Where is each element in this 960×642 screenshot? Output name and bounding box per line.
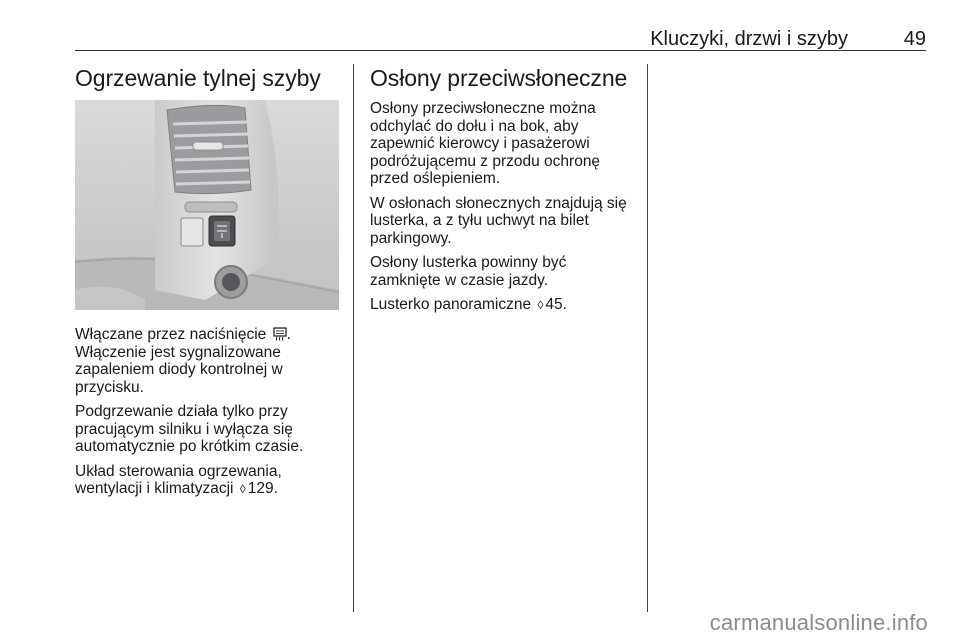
paragraph-activation: Włączane przez naciśnięcie . Włączenie jest sygnalizowane zapaleniem diody kontrolnej w przycisku. bbox=[75, 326, 291, 396]
heading-rear-window-heating: Ogrzewanie tylnej szyby bbox=[75, 65, 321, 91]
activation-tail: Włączenie jest sygnalizowane zapaleniem diody kontrolnej w przycisku. bbox=[75, 343, 283, 396]
section-title: Kluczyki, drzwi i szyby bbox=[650, 28, 848, 50]
paragraph-visors-2: W osłonach słonecznych znajdują się lusterka, a z tyłu uchwyt na bilet parkingowy. bbox=[370, 194, 627, 247]
climate-reference-text: Układ sterowania ogrzewania, wentylacji i klimatyzacji bbox=[75, 462, 282, 497]
activation-text: Włączane przez naciśnięcie bbox=[75, 326, 267, 343]
rear-window-heater-button-photo bbox=[75, 100, 339, 310]
paragraph-visors-reference bbox=[370, 296, 640, 315]
page-reference-icon: ◊ bbox=[239, 482, 246, 496]
left-column bbox=[75, 64, 343, 506]
paragraph-visors-1: Osłony przeciwsłoneczne można odchylać do dołu i na bok, aby zapewnić kierowcy i pasażerowi podróżującemu z przodu ochronę przed oślepieniem. bbox=[370, 100, 601, 187]
rear-window-heat-icon bbox=[273, 327, 287, 341]
watermark: carmanualsonline.info bbox=[709, 610, 928, 635]
middle-column bbox=[370, 64, 640, 322]
page-reference-icon: ◊ bbox=[537, 298, 544, 312]
paragraph-visors-3: Osłony lusterka powinny być zamknięte w czasie jazdy. bbox=[370, 254, 567, 289]
climate-page-ref[interactable]: 129. bbox=[247, 480, 278, 497]
page-header bbox=[75, 28, 926, 51]
column-divider-right bbox=[647, 64, 648, 612]
column-divider-left bbox=[353, 64, 354, 612]
page-number: 49 bbox=[903, 28, 926, 50]
rear-window-heater-figure bbox=[75, 100, 339, 310]
mirror-page-ref[interactable]: 45. bbox=[545, 296, 567, 313]
heading-sun-visors: Osłony przeciwsłoneczne bbox=[370, 65, 628, 91]
paragraph-operation: Podgrzewanie działa tylko przy pracującym silniku i wyłącza się automatycznie po krótkim czasie. bbox=[75, 403, 304, 455]
paragraph-climate-reference bbox=[75, 463, 343, 499]
mirror-reference-text: Lusterko panoramiczne bbox=[370, 296, 532, 313]
